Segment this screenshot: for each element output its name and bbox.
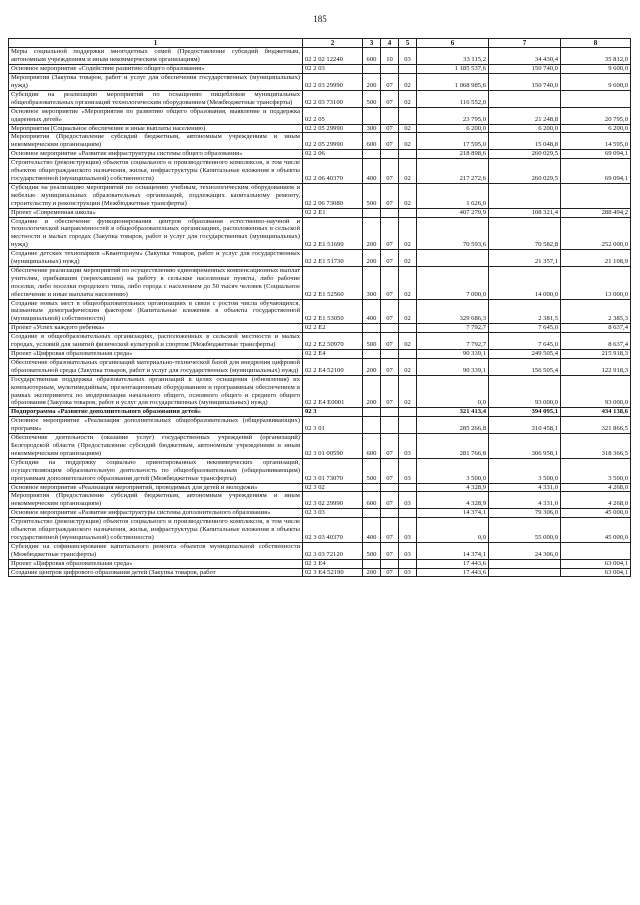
row-pr-cell: 03: [399, 492, 417, 509]
row-rz-cell: 07: [381, 518, 399, 543]
row-code-cell: 02 2 E4 E0001: [303, 375, 363, 408]
row-amount-3-cell: 8 637,4: [561, 333, 631, 350]
table-row: [9, 124, 631, 133]
row-amount-1-cell: 4 328,9: [417, 492, 489, 509]
row-name-cell: Основное мероприятие «Реализация дополнительных общеобразовательных (общеразвивающих) программ»: [9, 417, 303, 434]
row-pr-cell: 03: [399, 518, 417, 543]
row-rz-cell: [381, 509, 399, 518]
row-code-cell: 02 3 01 00590: [303, 434, 363, 459]
row-amount-2-cell: 55 000,0: [489, 518, 561, 543]
row-rz-cell: 10: [381, 48, 399, 65]
row-amount-2-cell: 70 582,8: [489, 217, 561, 250]
row-vr-cell: [363, 324, 381, 333]
row-name-cell: Подпрограмма «Развитие дополнительного образования детей»: [9, 408, 303, 417]
row-vr-cell: 600: [363, 492, 381, 509]
row-name-cell: Создание центров цифрового образования детей (Закупка товаров, работ: [9, 568, 303, 577]
row-amount-1-cell: 218 898,6: [417, 150, 489, 159]
row-name-cell: Обеспечение образовательных организаций материально-технической базой для внедрения цифровой образовательной среды (Закупка товаров, работ и услуг для государственных (муниципальных) нужд): [9, 358, 303, 375]
row-amount-3-cell: 2 385,3: [561, 299, 631, 324]
row-pr-cell: 02: [399, 333, 417, 350]
row-code-cell: 02 2 03 73100: [303, 90, 363, 107]
row-pr-cell: 03: [399, 48, 417, 65]
table-row: [9, 542, 631, 559]
row-pr-cell: 02: [399, 217, 417, 250]
row-pr-cell: 02: [399, 375, 417, 408]
row-rz-cell: 07: [381, 90, 399, 107]
row-code-cell: 02 2 06 73080: [303, 183, 363, 208]
row-amount-2-cell: 6 200,0: [489, 124, 561, 133]
row-rz-cell: 07: [381, 183, 399, 208]
table-row: [9, 568, 631, 577]
row-rz-cell: [381, 483, 399, 492]
row-name-cell: Строительство (реконструкция) объектов социального и производственного комплексов, в том числе объектов общегражданского назначения, жилья, инфраструктуры (Капитальные вложения в объекты государственной (муниципальной) собственности): [9, 159, 303, 184]
row-amount-3-cell: 321 866,5: [561, 417, 631, 434]
row-amount-1-cell: 17 443,6: [417, 568, 489, 577]
row-amount-2-cell: 21 357,1: [489, 250, 561, 267]
row-code-cell: 02 2 E2 50970: [303, 333, 363, 350]
row-rz-cell: [381, 150, 399, 159]
row-amount-1-cell: 90 339,1: [417, 350, 489, 359]
row-amount-1-cell: 116 552,0: [417, 90, 489, 107]
row-amount-2-cell: 7 645,0: [489, 333, 561, 350]
column-header: 2: [303, 39, 363, 48]
row-name-cell: Строительство (реконструкция) объектов социального и производственного комплексов, в том числе объектов общегражданского назначения, жилья, инфраструктуры (Капитальные вложения в объекты государственной (муниципальной) собственности): [9, 518, 303, 543]
row-name-cell: Основное мероприятие «Развитие инфраструктуры системы общего образования»: [9, 150, 303, 159]
row-code-cell: 02 2 E1 51690: [303, 217, 363, 250]
table-row: [9, 559, 631, 568]
row-amount-3-cell: 8 637,4: [561, 324, 631, 333]
row-rz-cell: [381, 208, 399, 217]
row-pr-cell: [399, 559, 417, 568]
row-amount-1-cell: 14 374,1: [417, 542, 489, 559]
row-amount-1-cell: 3 500,0: [417, 458, 489, 483]
row-amount-2-cell: 14 000,0: [489, 266, 561, 299]
row-vr-cell: 500: [363, 542, 381, 559]
row-rz-cell: 07: [381, 434, 399, 459]
row-amount-3-cell: 21 108,9: [561, 250, 631, 267]
row-amount-3-cell: 288 494,2: [561, 208, 631, 217]
row-vr-cell: 200: [363, 568, 381, 577]
row-amount-1-cell: 6 200,0: [417, 124, 489, 133]
row-pr-cell: 02: [399, 159, 417, 184]
table-row: [9, 266, 631, 299]
page-number: 185: [313, 14, 327, 24]
column-header: 5: [399, 39, 417, 48]
row-name-cell: Субсидии на реализацию мероприятий по оснащению пищеблоков муниципальных общеобразовательных организаций технологическим оборудованием (Межбюджетные трансферты): [9, 90, 303, 107]
row-rz-cell: 07: [381, 542, 399, 559]
row-vr-cell: 200: [363, 250, 381, 267]
row-amount-3-cell: 318 366,5: [561, 434, 631, 459]
row-pr-cell: [399, 350, 417, 359]
row-vr-cell: 200: [363, 217, 381, 250]
row-rz-cell: [381, 559, 399, 568]
table-row: [9, 74, 631, 91]
row-pr-cell: 02: [399, 250, 417, 267]
row-rz-cell: 07: [381, 217, 399, 250]
table-row: [9, 90, 631, 107]
row-vr-cell: 500: [363, 183, 381, 208]
row-rz-cell: 07: [381, 333, 399, 350]
row-vr-cell: 300: [363, 124, 381, 133]
row-pr-cell: 02: [399, 183, 417, 208]
row-code-cell: 02 2 05: [303, 107, 363, 124]
row-name-cell: Субсидии на поддержку социально ориентированных некоммерческих организаций, осуществляющим образовательную деятельность по общеобразовательным (общеразвивающим) программам дополнительного образования детей (Межбюджетные трансферты): [9, 458, 303, 483]
column-header: 1: [9, 39, 303, 48]
table-row: [9, 417, 631, 434]
row-pr-cell: [399, 65, 417, 74]
row-pr-cell: 03: [399, 542, 417, 559]
table-row: [9, 483, 631, 492]
row-amount-1-cell: 407 279,9: [417, 208, 489, 217]
row-amount-2-cell: 21 248,8: [489, 107, 561, 124]
row-name-cell: Основное мероприятие «Реализация мероприятий, проводимых для детей и молодежи»: [9, 483, 303, 492]
row-pr-cell: 03: [399, 568, 417, 577]
row-pr-cell: 02: [399, 299, 417, 324]
row-code-cell: 02 2 E2: [303, 324, 363, 333]
row-amount-2-cell: 156 505,4: [489, 358, 561, 375]
row-amount-3-cell: 122 918,3: [561, 358, 631, 375]
row-code-cell: 02 2 E4: [303, 350, 363, 359]
row-code-cell: 02 2 E1 51730: [303, 250, 363, 267]
row-vr-cell: [363, 350, 381, 359]
header-row: [9, 39, 631, 48]
table-row: [9, 324, 631, 333]
row-pr-cell: [399, 417, 417, 434]
row-vr-cell: 200: [363, 375, 381, 408]
row-amount-3-cell: 13 000,0: [561, 266, 631, 299]
row-amount-2-cell: 4 331,0: [489, 483, 561, 492]
row-rz-cell: 07: [381, 266, 399, 299]
row-pr-cell: 02: [399, 133, 417, 150]
row-vr-cell: 600: [363, 133, 381, 150]
row-amount-1-cell: 217 272,6: [417, 159, 489, 184]
row-rz-cell: 07: [381, 492, 399, 509]
table-row: [9, 518, 631, 543]
budget-table: [8, 38, 631, 577]
row-name-cell: Субсидии на реализацию мероприятий по оснащению учебным, технологическим оборудованием и мебелью муниципальных образовательных организаций, подлежащих капитальному ремонту, строительству и реконструкции (Межбюджетные трансферты): [9, 183, 303, 208]
row-amount-3-cell: 215 918,3: [561, 350, 631, 359]
row-code-cell: 02 3 03 40370: [303, 518, 363, 543]
table-row: [9, 492, 631, 509]
row-pr-cell: 02: [399, 266, 417, 299]
row-pr-cell: 02: [399, 358, 417, 375]
row-code-cell: 02 2 06 40370: [303, 159, 363, 184]
table-row: [9, 458, 631, 483]
row-amount-3-cell: 45 000,0: [561, 518, 631, 543]
row-rz-cell: 07: [381, 133, 399, 150]
row-code-cell: 02 2 05 29990: [303, 133, 363, 150]
column-header: 7: [489, 39, 561, 48]
row-vr-cell: [363, 509, 381, 518]
row-amount-3-cell: 45 000,0: [561, 509, 631, 518]
row-pr-cell: 02: [399, 74, 417, 91]
row-rz-cell: [381, 324, 399, 333]
row-amount-2-cell: 7 645,0: [489, 324, 561, 333]
row-vr-cell: [363, 408, 381, 417]
row-rz-cell: 07: [381, 124, 399, 133]
row-code-cell: 02 3 01: [303, 417, 363, 434]
row-amount-1-cell: 0,0: [417, 518, 489, 543]
row-amount-3-cell: [561, 542, 631, 559]
row-amount-2-cell: [489, 90, 561, 107]
row-amount-1-cell: 7 792,7: [417, 333, 489, 350]
row-rz-cell: 07: [381, 299, 399, 324]
row-pr-cell: [399, 150, 417, 159]
row-amount-1-cell: 321 413,4: [417, 408, 489, 417]
row-amount-1-cell: [417, 250, 489, 267]
table-body: [9, 48, 631, 577]
table-row: [9, 150, 631, 159]
row-amount-1-cell: 1 068 985,6: [417, 74, 489, 91]
row-vr-cell: 400: [363, 518, 381, 543]
row-amount-1-cell: 14 374,1: [417, 509, 489, 518]
table-row: [9, 133, 631, 150]
row-rz-cell: [381, 408, 399, 417]
table-row: [9, 509, 631, 518]
row-name-cell: Мероприятия (Предоставление субсидий бюджетным, автономным учреждениям и иным некоммерческим организациям): [9, 133, 303, 150]
row-rz-cell: [381, 107, 399, 124]
row-rz-cell: 07: [381, 568, 399, 577]
row-amount-3-cell: 63 004,1: [561, 568, 631, 577]
row-amount-3-cell: 69 094,1: [561, 159, 631, 184]
table-row: [9, 375, 631, 408]
row-pr-cell: [399, 509, 417, 518]
table-row: [9, 48, 631, 65]
row-code-cell: 02 3 02: [303, 483, 363, 492]
row-code-cell: 02 2 03 29990: [303, 74, 363, 91]
row-name-cell: Мероприятия (Социальное обеспечение и иные выплаты населению): [9, 124, 303, 133]
row-amount-2-cell: 34 430,4: [489, 48, 561, 65]
row-name-cell: Проект «Цифровая образовательная среда»: [9, 559, 303, 568]
column-header: 4: [381, 39, 399, 48]
row-amount-1-cell: 4 328,9: [417, 483, 489, 492]
row-amount-2-cell: [489, 568, 561, 577]
row-amount-3-cell: 63 004,1: [561, 559, 631, 568]
row-amount-2-cell: 150 740,0: [489, 65, 561, 74]
table-row: [9, 434, 631, 459]
row-amount-1-cell: 90 339,1: [417, 358, 489, 375]
column-header: 8: [561, 39, 631, 48]
row-amount-2-cell: 260 029,5: [489, 150, 561, 159]
row-amount-1-cell: 329 686,3: [417, 299, 489, 324]
row-name-cell: Проект «Современная школа»: [9, 208, 303, 217]
row-amount-2-cell: 15 048,8: [489, 133, 561, 150]
row-amount-1-cell: 285 266,8: [417, 417, 489, 434]
row-pr-cell: [399, 208, 417, 217]
row-vr-cell: 200: [363, 358, 381, 375]
row-vr-cell: 200: [363, 74, 381, 91]
row-code-cell: 02 3 E4: [303, 559, 363, 568]
row-rz-cell: 07: [381, 458, 399, 483]
row-name-cell: Обеспечение деятельности (оказание услуг) государственных учреждений (организаций) Белгородской области (Предоставление субсидий бюджетным, автономным учреждениям и иным некоммерческим организациям): [9, 434, 303, 459]
row-pr-cell: 02: [399, 124, 417, 133]
row-amount-1-cell: 17 595,0: [417, 133, 489, 150]
row-rz-cell: 07: [381, 358, 399, 375]
row-amount-2-cell: 2 381,5: [489, 299, 561, 324]
row-code-cell: 02 2 E4 52100: [303, 358, 363, 375]
row-amount-3-cell: 14 595,0: [561, 133, 631, 150]
row-vr-cell: 300: [363, 266, 381, 299]
row-rz-cell: 07: [381, 74, 399, 91]
row-name-cell: Создание детских технопарков «Кванториум» (Закупка товаров, работ и услуг для государственных (муниципальных) нужд): [9, 250, 303, 267]
row-amount-2-cell: 306 958,1: [489, 434, 561, 459]
row-name-cell: Создание в общеобразовательных организациях, расположенных в сельской местности и малых городах, условий для занятий физической культурой и спортом (Межбюджетные трансферты): [9, 333, 303, 350]
row-vr-cell: [363, 208, 381, 217]
row-amount-2-cell: [489, 183, 561, 208]
table-row: [9, 159, 631, 184]
row-vr-cell: 400: [363, 299, 381, 324]
row-name-cell: Основное мероприятие «Мероприятия по развитию общего образования, выявление и поддержка одаренных детей»: [9, 107, 303, 124]
row-amount-1-cell: 1 626,0: [417, 183, 489, 208]
row-vr-cell: [363, 65, 381, 74]
row-name-cell: Создание новых мест в общеобразовательных организациях в связи с ростом числа обучающихся, вызванным демографическим фактором (Капитальные вложения в объекты государственной (муниципальной) собственности): [9, 299, 303, 324]
row-code-cell: 02 2 E1: [303, 208, 363, 217]
row-amount-2-cell: 93 000,0: [489, 375, 561, 408]
row-vr-cell: 500: [363, 90, 381, 107]
row-amount-2-cell: 394 095,1: [489, 408, 561, 417]
row-amount-2-cell: 150 740,0: [489, 74, 561, 91]
row-code-cell: 02 3 01 73070: [303, 458, 363, 483]
row-amount-3-cell: 9 600,0: [561, 74, 631, 91]
row-vr-cell: 600: [363, 434, 381, 459]
row-amount-3-cell: 3 500,0: [561, 458, 631, 483]
row-amount-2-cell: 260 029,5: [489, 159, 561, 184]
row-vr-cell: [363, 150, 381, 159]
table-row: [9, 350, 631, 359]
row-rz-cell: 07: [381, 250, 399, 267]
table-row: [9, 208, 631, 217]
row-amount-2-cell: 310 458,1: [489, 417, 561, 434]
row-code-cell: 02 3 02 29990: [303, 492, 363, 509]
row-code-cell: 02 2 06: [303, 150, 363, 159]
row-name-cell: Меры социальной поддержки многодетных семей (Предоставление субсидий бюджетным, автономным учреждениям и иным некоммерческим организациям): [9, 48, 303, 65]
row-pr-cell: [399, 483, 417, 492]
row-name-cell: Субсидии на софинансирование капитального ремонта объектов муниципальной собственности (Межбюджетные трансферты): [9, 542, 303, 559]
row-amount-1-cell: 0,0: [417, 375, 489, 408]
row-code-cell: 02 2 02 12240: [303, 48, 363, 65]
row-name-cell: Государственная поддержка образовательных организаций в целях оснащения (обновления) их компьютерным, мультимедийным, презентационным оборудованием и программным обеспечением в рамках эксперимента по модернизации начального общего, основного общего и среднего общего образования (Закупка товаров, работ и услуг для государственных (муниципальных) нужд): [9, 375, 303, 408]
row-amount-1-cell: 17 443,6: [417, 559, 489, 568]
column-header: 6: [417, 39, 489, 48]
table-row: [9, 333, 631, 350]
row-amount-3-cell: 20 795,0: [561, 107, 631, 124]
row-name-cell: Основное мероприятие «Развитие инфраструктуры системы дополнительного образования»: [9, 509, 303, 518]
row-rz-cell: [381, 65, 399, 74]
row-pr-cell: [399, 408, 417, 417]
row-name-cell: Проект «Успех каждого ребенка»: [9, 324, 303, 333]
row-rz-cell: 07: [381, 375, 399, 408]
table-row: [9, 250, 631, 267]
row-pr-cell: 03: [399, 434, 417, 459]
row-code-cell: 02 3 E4 52190: [303, 568, 363, 577]
table-row: [9, 107, 631, 124]
row-code-cell: 02 2 E1 52560: [303, 266, 363, 299]
row-amount-1-cell: 7 792,7: [417, 324, 489, 333]
row-rz-cell: 07: [381, 159, 399, 184]
row-amount-2-cell: [489, 559, 561, 568]
row-vr-cell: [363, 417, 381, 434]
row-name-cell: Мероприятия (Предоставление субсидий бюджетным, автономным учреждениям и иным некоммерческим организациям): [9, 492, 303, 509]
row-amount-1-cell: 1 185 537,6: [417, 65, 489, 74]
row-name-cell: Мероприятия (Закупка товаров, работ и услуг для обеспечения государственных (муниципальных) нужд): [9, 74, 303, 91]
row-pr-cell: 03: [399, 458, 417, 483]
row-vr-cell: [363, 483, 381, 492]
row-amount-3-cell: 9 600,0: [561, 65, 631, 74]
row-amount-3-cell: 4 268,0: [561, 492, 631, 509]
row-rz-cell: [381, 417, 399, 434]
row-amount-3-cell: [561, 90, 631, 107]
row-amount-3-cell: 4 268,0: [561, 483, 631, 492]
row-pr-cell: 02: [399, 90, 417, 107]
row-code-cell: 02 3 03 72120: [303, 542, 363, 559]
row-amount-2-cell: 4 331,0: [489, 492, 561, 509]
row-amount-3-cell: 69 094,1: [561, 150, 631, 159]
row-amount-2-cell: 108 321,4: [489, 208, 561, 217]
column-header: 3: [363, 39, 381, 48]
table-row: [9, 183, 631, 208]
row-name-cell: Проект «Цифровая образовательная среда»: [9, 350, 303, 359]
row-amount-1-cell: 281 766,8: [417, 434, 489, 459]
row-vr-cell: 500: [363, 458, 381, 483]
table-row: [9, 217, 631, 250]
row-name-cell: Обеспечение реализации мероприятий по осуществлению единовременных компенсационных выплат учителям, прибывшим (переехавшим) на работу в сельские населенные пункты, либо рабочие поселки, либо поселки городского типа, либо города с населением до 50 тысяч человек (Социальное обеспечение и иные выплаты населению): [9, 266, 303, 299]
row-amount-1-cell: 33 115,2: [417, 48, 489, 65]
table-row: [9, 65, 631, 74]
row-amount-2-cell: 249 505,4: [489, 350, 561, 359]
row-name-cell: Создание и обеспечение функционирования центров образования естественно-научной и технологической направленностей в общеобразовательных организациях, расположенных в сельской местности и малых городах (Закупка товаров, работ и услуг для государственных (муниципальных) нужд): [9, 217, 303, 250]
table-row: [9, 358, 631, 375]
row-code-cell: 02 3: [303, 408, 363, 417]
row-rz-cell: [381, 350, 399, 359]
row-amount-3-cell: 434 138,6: [561, 408, 631, 417]
row-amount-1-cell: 70 593,6: [417, 217, 489, 250]
row-vr-cell: [363, 559, 381, 568]
row-vr-cell: 600: [363, 48, 381, 65]
row-amount-1-cell: 23 795,0: [417, 107, 489, 124]
row-amount-2-cell: 24 306,0: [489, 542, 561, 559]
row-amount-3-cell: [561, 183, 631, 208]
table-row: [9, 408, 631, 417]
row-code-cell: 02 3 03: [303, 509, 363, 518]
row-pr-cell: [399, 324, 417, 333]
row-amount-3-cell: 93 000,0: [561, 375, 631, 408]
row-pr-cell: [399, 107, 417, 124]
row-vr-cell: 400: [363, 159, 381, 184]
row-amount-1-cell: 7 000,0: [417, 266, 489, 299]
row-amount-2-cell: 79 306,0: [489, 509, 561, 518]
row-code-cell: 02 2 E1 53050: [303, 299, 363, 324]
row-amount-3-cell: 6 200,0: [561, 124, 631, 133]
row-name-cell: Основное мероприятие «Содействие развитию общего образования»: [9, 65, 303, 74]
row-amount-3-cell: 35 812,0: [561, 48, 631, 65]
row-amount-3-cell: 252 000,0: [561, 217, 631, 250]
table-row: [9, 299, 631, 324]
row-amount-2-cell: 3 500,0: [489, 458, 561, 483]
row-code-cell: 02 2 03: [303, 65, 363, 74]
row-vr-cell: 500: [363, 333, 381, 350]
row-code-cell: 02 2 05 29990: [303, 124, 363, 133]
row-vr-cell: [363, 107, 381, 124]
